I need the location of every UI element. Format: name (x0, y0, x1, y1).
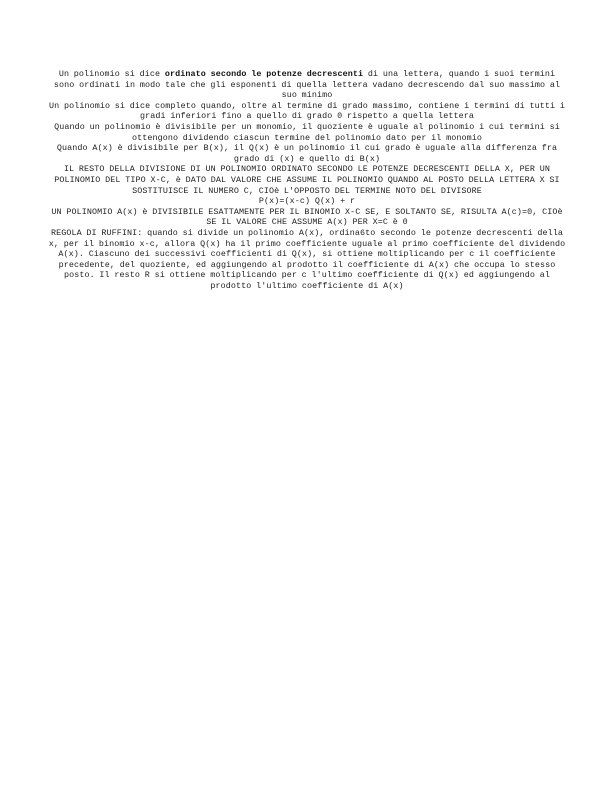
paragraph-monomial-division: Quando un polinomio è divisibile per un monomio, il quoziente è uguale al polinomio i cui termini si ottengono dividendo ciascun termine del polinomio dato per il monomio (54, 121, 560, 143)
paragraph-divisibility-rule: UN POLINOMIO A(x) è DIVISIBILE ESATTAMENTE PER IL BINOMIO X-C SE, E SOLTANTO SE, RISULTA A(c)=0, CIOè SE IL VALORE CHE ASSUME A(x) PER X=C è 0 (51, 206, 563, 228)
paragraph-ruffini-rule: REGOLA DI RUFFINI: quando si divide un polinomio A(x), ordina6to secondo le potenze decrescenti della x, per il binomio x-c, allora Q(x) ha il primo coefficiente uguale al primo coefficiente del dividendo A(x). Ciascuno dei successivi coefficienti di Q(x), si ottiene moltiplicando per c il coefficiente precedente, del quoziente, ed aggiungendo al prodotto il coefficiente di A(x) che occupa lo stesso posto. Il resto R si ottiene moltiplicando per c l'ultimo coefficiente di Q(x) ed aggiungendo al prodotto l'ultimo coefficiente di A(x) (48, 227, 566, 291)
paragraph-quotient-degree: Quando A(x) è divisibile per B(x), il Q(x) è un polinomio il cui grado è uguale alla differenza fra grado di (x) e quello di B(x) (56, 143, 558, 164)
paragraph-1-start: Un polinomio si dice (58, 69, 165, 79)
paragraph-complete-polynomial: Un polinomio si dice completo quando, oltre al termine di grado massimo, contiene i termini di tutti i gradi inferiori fino a quello di grado 0 rispetto a quella lettera (48, 100, 566, 122)
division-formula: P(x)=(x-c) Q(x) + r (258, 196, 356, 207)
paragraph-remainder-theorem: IL RESTO DELLA DIVISIONE DI UN POLINOMIO ORDINATO SECONDO LE POTENZE DECRESCENTI DELLA X, PER UN POLINOMIO DEL TIPO X-C, è DATO DAL VALORE CHE ASSUME IL POLINOMIO QUANDO AL POSTO DELLA LETTERA X SI SOSTITUISCE IL NUMERO C, CIOè L'OPPOSTO DEL TERMINE NOTO DEL DIVISORE (54, 164, 560, 196)
ordered-definition-term: ordinato secondo le potenze decrescenti (164, 69, 364, 79)
document-body (48, 69, 566, 291)
paragraph-ordered-polynomial (48, 69, 566, 101)
paragraph-1-end: di una lettera, quando i suoi termini sono ordinati in modo tale che gli esponenti di quella lettera vadano decrescendo dal suo massimo al suo minimo (53, 69, 561, 101)
